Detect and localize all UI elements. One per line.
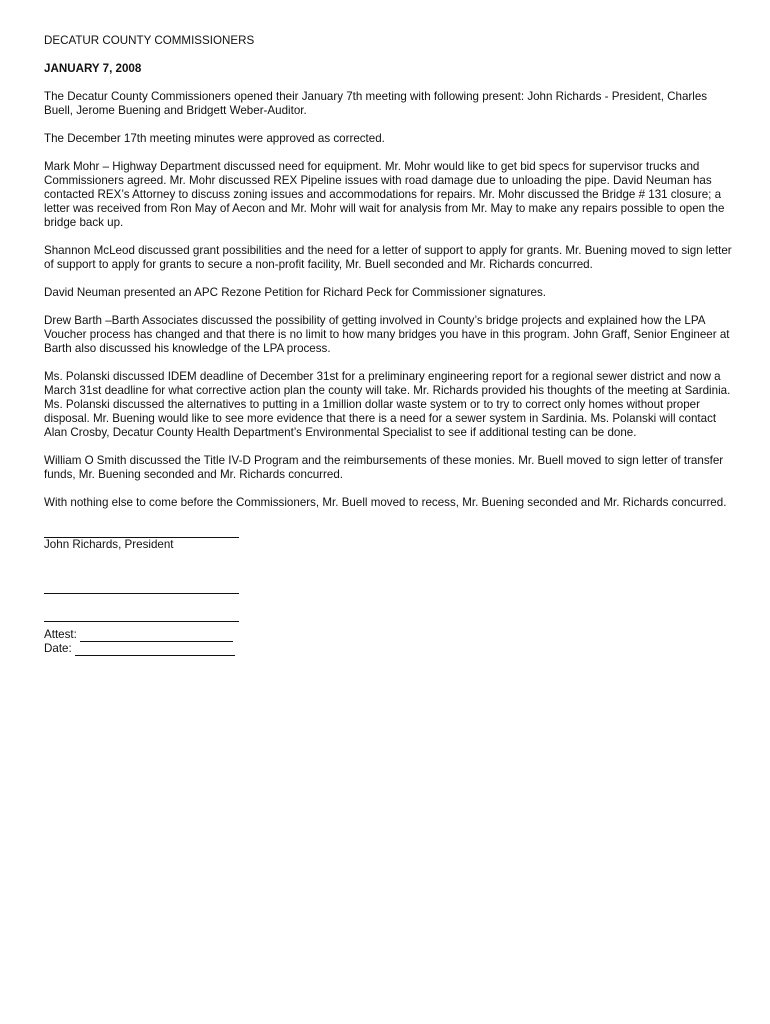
paragraph-idem-sewer: Ms. Polanski discussed IDEM deadline of December 31st for a preliminary engineering report for a regional sewer district and now a March 31st deadline for what corrective action plan the county will take. Mr. Richards provided his thoughts of the meeting at Sardinia. Ms. Polanski discussed the alternatives to putting in a 1million dollar waste system or to try to correct only homes without proper disposal. Mr. Buening would like to see more evidence that there is a need for a sewer system in Sardinia. Ms. Polanski will contact Alan Crosby, Decatur County Health Department’s Environmental Specialist to see if additional testing can be done. — [44, 370, 731, 439]
paragraph-recess: With nothing else to come before the Commissioners, Mr. Buell moved to recess, Mr. Buening seconded and Mr. Richards concurred. — [44, 496, 727, 509]
date-line — [75, 644, 235, 656]
date-label: Date: — [44, 642, 72, 655]
paragraph-title-iv-d: William O Smith discussed the Title IV-D Program and the reimbursements of these monies. Mr. Buell moved to sign letter of transfer funds, Mr. Buening seconded and Mr. Richards concurred. — [44, 454, 724, 481]
paragraph-minutes-approval: The December 17th meeting minutes were approved as corrected. — [44, 132, 385, 145]
president-name: John Richards, President — [44, 538, 174, 551]
attest-row — [44, 628, 734, 642]
meeting-date: JANUARY 7, 2008 — [44, 62, 142, 75]
attest-label: Attest: — [44, 628, 77, 641]
paragraph-rezone-petition: David Neuman presented an APC Rezone Petition for Richard Peck for Commissioner signatures. — [44, 286, 546, 299]
document-heading: DECATUR COUNTY COMMISSIONERS — [44, 34, 255, 47]
attest-line — [80, 630, 233, 642]
minutes-document — [44, 34, 734, 656]
signature-line-commissioner-2 — [44, 608, 239, 622]
paragraph-highway-department: Mark Mohr – Highway Department discussed need for equipment. Mr. Mohr would like to get bid specs for supervisor trucks and Commissioners agreed. Mr. Mohr discussed REX Pipeline issues with road damage due to unloading the pipe. David Neuman has contacted REX’s Attorney to discuss zoning issues and accommodations for repairs. Mr. Mohr discussed the Bridge # 131 closure; a letter was received from Ron May of Aecon and Mr. Mohr will wait for analysis from Mr. May to make any repairs possible to open the bridge back up. — [44, 160, 725, 229]
signature-line-commissioner-1 — [44, 580, 239, 594]
signature-line-president — [44, 524, 239, 538]
paragraph-grant-support: Shannon McLeod discussed grant possibilities and the need for a letter of support to apply for grants. Mr. Buening moved to sign letter of support to apply for grants to secure a non-profit facility, Mr. Buell seconded and Mr. Richards concurred. — [44, 244, 732, 271]
date-row — [44, 642, 734, 656]
signature-block — [44, 524, 734, 656]
paragraph-attendance: The Decatur County Commissioners opened their January 7th meeting with following present: John Richards - President, Charles Buell, Jerome Buening and Bridgett Weber-Auditor. — [44, 90, 708, 117]
paragraph-barth-associates: Drew Barth –Barth Associates discussed the possibility of getting involved in County’s bridge projects and explained how the LPA Voucher process has changed and that there is no limit to how many bridges you have in this program. John Graff, Senior Engineer at Barth also discussed his knowledge of the LPA process. — [44, 314, 730, 355]
